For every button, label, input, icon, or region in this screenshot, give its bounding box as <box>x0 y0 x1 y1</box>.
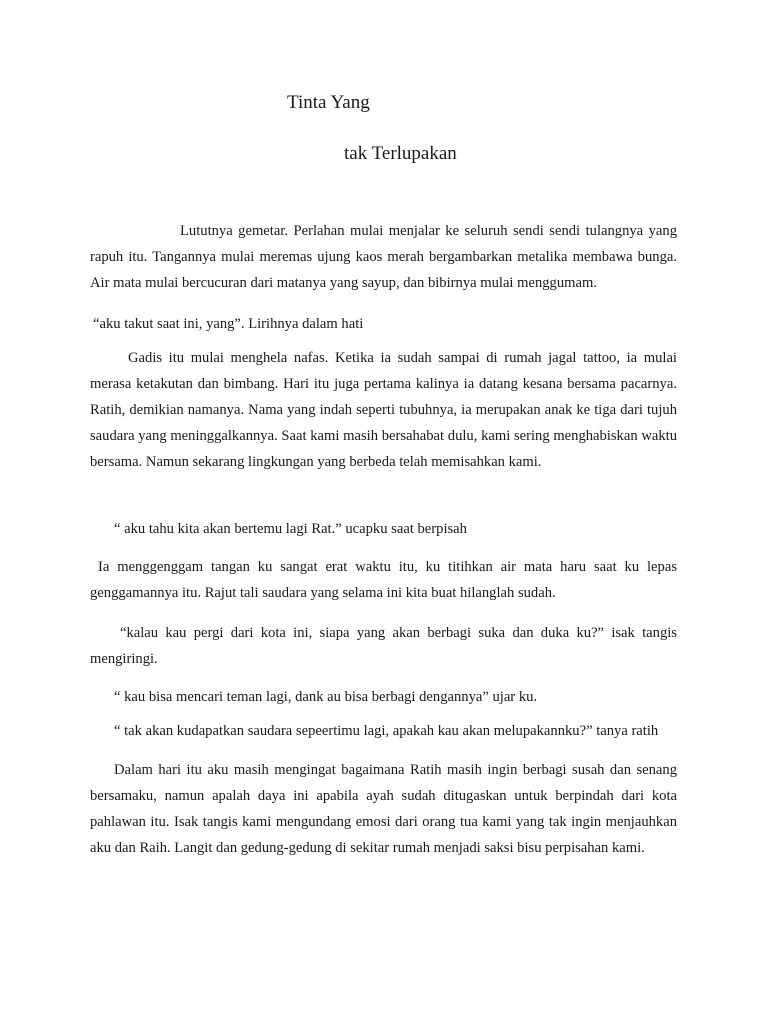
paragraph-7: “ kau bisa mencari teman lagi, dank au bisa berbagi dengannya” ujar ku. <box>114 689 538 705</box>
title-line-2: tak Terlupakan <box>344 143 457 164</box>
paragraph-2: “aku takut saat ini, yang”. Lirihnya dalam hati <box>93 316 364 332</box>
paragraph-3: Gadis itu mulai menghela nafas. Ketika ia sudah sampai di rumah jagal tattoo, ia mulai merasa ketakutan dan bimbang. Hari itu juga pertama kalinya ia datang kesana bersama pacarnya. Ratih, demikian namanya. Nama yang indah seperti tubuhnya, ia merupakan anak ke tiga dari tujuh saudara yang meninggalkannya. Saat kami masih bersahabat dulu, kami sering menghabiskan waktu bersama. Namun sekarang lingkungan yang berbeda telah memisahkan kami. <box>90 350 677 470</box>
paragraph-4: “ aku tahu kita akan bertemu lagi Rat.” ucapku saat berpisah <box>114 521 467 537</box>
paragraph-8: “ tak akan kudapatkan saudara sepeertimu lagi, apakah kau akan melupakannku?” tanya ratih <box>114 723 659 739</box>
paragraph-1: Lututnya gemetar. Perlahan mulai menjalar ke seluruh sendi sendi tulangnya yang rapuh itu. Tangannya mulai meremas ujung kaos merah bergambarkan metalika membawa bunga. Air mata mulai bercucuran dari matanya yang sayup, dan bibirnya mulai menggumam. <box>90 223 677 291</box>
paragraph-6: “kalau kau pergi dari kota ini, siapa yang akan berbagi suka dan duka ku?” isak tangis mengiringi. <box>90 625 677 667</box>
paragraph-9: Dalam hari itu aku masih mengingat bagaimana Ratih masih ingin berbagi susah dan senang bersamaku, namun apalah daya ini apabila ayah sudah ditugaskan untuk berpindah dari kota pahlawan itu. Isak tangis kami mengundang emosi dari orang tua kami yang tak ingin menjauhkan aku dan Raih. Langit dan gedung-gedung di sekitar rumah menjadi saksi bisu perpisahan kami. <box>90 762 677 856</box>
paragraph-5: Ia menggenggam tangan ku sangat erat waktu itu, ku titihkan air mata haru saat ku lepas genggamannya itu. Rajut tali saudara yang selama ini kita buat hilanglah sudah. <box>90 559 677 601</box>
title-line-1: Tinta Yang <box>287 92 370 113</box>
